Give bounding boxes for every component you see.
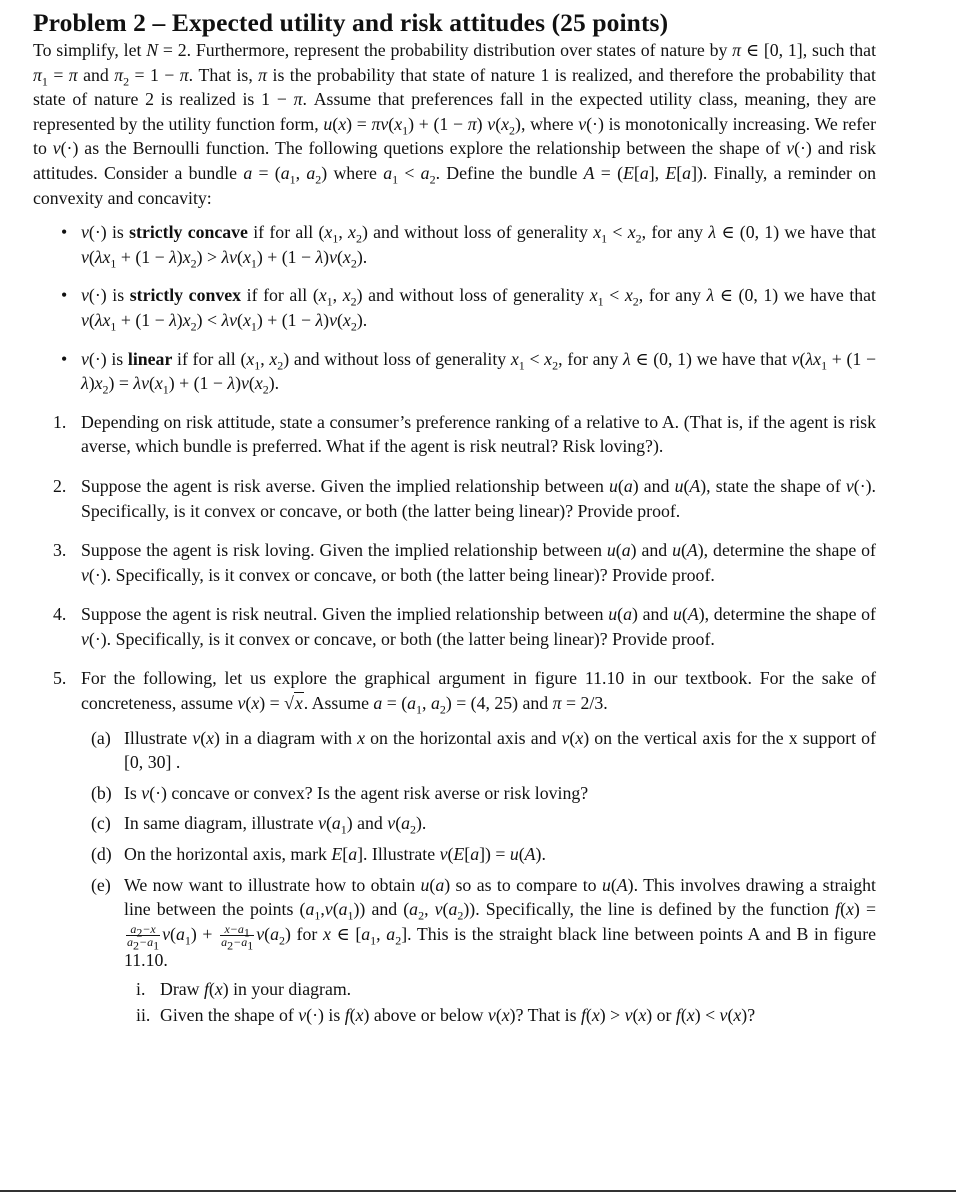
definition-convex: • v(·) is strictly convex if for all ($x_1$, $x_2$) and without loss of generality $x_1 < x_2$, for any λ ∈ (0, 1) we have that $v(\lambda x_1 + (1 - \lambda)x_2) < \lambda v(x_1) + (1 - \lambda)v(x_2)$. xyxy=(61,285,876,334)
question-3: 3. Suppose the agent is risk loving. Given the implied relationship between u(a) and u(A), determine the shape of v(·). Specifically, is it convex or concave, or both (the latter being linear)? Provide proof. xyxy=(53,540,876,585)
definition-concave: • v(·) is strictly concave if for all ($x_1$, $x_2$) and without loss of generality $x_1 < x_2$, for any λ ∈ (0, 1) we have that $v(\lambda x_1 + (1 - \lambda)x_2) > \lambda v(x_1) + (1 - \lambda)v(x_2)$. xyxy=(61,222,876,271)
part-e-ii: ii. Given the shape of v(·) is f(x) above or below v(x)? That is f(x) > v(x) or f(x) < v(x)? xyxy=(136,1005,756,1026)
question-5: 5. For the following, let us explore the graphical argument in figure 11.10 in our textbook. For the sake of concreteness, assume v(x) = √x. Assume $a = (a_1$, $a_2) = (4$, 25) and π = 2/3. (a) Illustrate v(x) in a diagram with x on the horizontal axis and v(x) on the vertical axis for the x support of [0, 30] . (b) Is v(·) concave or convex? Is the agent risk averse or risk loving? (c) In same diagram, illustrate $v(a_1)$ and $v(a_2)$. (d) On the horizontal axis, mark E[a]. Illustrate v(E[a]) = u(A). (e) We now want to illustrate how to obtain u(a) so as to compare to u(A). This involves drawing a straight line between the points $(a_1,v(a_1))$ and ($a_2$, $v(a_2)$). Specifically, the line is defined by the function f(x) = $\frac{a_2-x}{a_2-a_1}$ $v(a_1)$ + $\frac{x-a_1}{a_2-a_1}$ $v(a_2)$ for x ∈ [$a_1$, $a_2$]. This is the straight black line between points A and B in figure 11.10. i. Draw f(x) in your diagram. ii. Given the shape of v(·) is f(x) above or below v(x)? That is f(x) > v(x) or f(x) < v(x)? xyxy=(33,666,876,1028)
questions-list xyxy=(33,410,876,1028)
question-1: 1. Depending on risk attitude, state a consumer’s preference ranking of a relative to A. (That is, if the agent is risk averse, which bundle is preferred. What if the agent is risk neutral? Risk loving?). xyxy=(53,411,876,457)
part-b: (b) Is v(·) concave or convex? Is the agent risk averse or risk loving? xyxy=(91,782,589,803)
page-bottom-rule xyxy=(0,1190,956,1192)
problem-intro: To simplify, let N = 2. Furthermore, represent the probability distribution over states of nature by π ∈ [0, 1], such that $\pi_1 = \pi$ and $\pi_2 = 1 - \pi$. That is, π is the probability that state of nature 1 is realized, and therefore the probability that state of nature 2 is realized is 1 − π. Assume that preferences fall in the expected utility class, meaning, they are represented by the utility function form, $u(x) = \pi v(x_1) + (1 - \pi)$ $v(x_2)$, where v(·) is monotonically increasing. We refer to v(·) as the Bernoulli function. The following quetions explore the relationship between the shape of v(·) and risk attitudes. Consider a bundle $a = (a_1$, $a_2$) where $a_1 < a_2$. Define the bundle A = (E[a], E[a]). Finally, a reminder on convexity and concavity: xyxy=(33,40,877,208)
question-2: 2. Suppose the agent is risk averse. Given the implied relationship between u(a) and u(A), state the shape of v(·). Specifically, is it convex or concave, or both (the latter being linear)? Provide proof. xyxy=(53,475,876,521)
question-5-parts xyxy=(81,726,876,1028)
problem-page xyxy=(33,8,876,1043)
part-e-items xyxy=(124,977,876,1028)
part-c: (c) In same diagram, illustrate $v(a_1)$ and $v(a_2)$. xyxy=(91,813,427,837)
part-a: (a) Illustrate v(x) in a diagram with x on the horizontal axis and v(x) on the vertical axis for the x support of [0, 30] . xyxy=(91,727,876,773)
problem-title: Problem 2 – Expected utility and risk attitudes (25 points) xyxy=(33,8,669,37)
part-e: (e) We now want to illustrate how to obtain u(a) so as to compare to u(A). This involves drawing a straight line between the points $(a_1,v(a_1))$ and ($a_2$, $v(a_2)$). Specifically, the line is defined by the function f(x) = $\frac{a_2-x}{a_2-a_1}$ $v(a_1)$ + $\frac{x-a_1}{a_2-a_1}$ $v(a_2)$ for x ∈ [$a_1$, $a_2$]. This is the straight black line between points A and B in figure 11.10. i. Draw f(x) in your diagram. ii. Given the shape of v(·) is f(x) above or below v(x)? That is f(x) > v(x) or f(x) < v(x)? xyxy=(81,873,876,1028)
part-e-i: i. Draw f(x) in your diagram. xyxy=(136,978,352,999)
part-d: (d) On the horizontal axis, mark E[a]. Illustrate v(E[a]) = u(A). xyxy=(91,844,546,865)
definitions-list xyxy=(33,220,876,396)
question-4: 4. Suppose the agent is risk neutral. Given the implied relationship between u(a) and u(A), determine the shape of v(·). Specifically, is it convex or concave, or both (the latter being linear)? Provide proof. xyxy=(53,604,876,649)
definition-linear: • v(·) is linear if for all ($x_1$, $x_2$) and without loss of generality $x_1 < x_2$, for any λ ∈ (0, 1) we have that $v(\lambda x_1 + (1 - \lambda)x_2) = \lambda v(x_1) + (1 - \lambda)v(x_2)$. xyxy=(61,348,876,397)
